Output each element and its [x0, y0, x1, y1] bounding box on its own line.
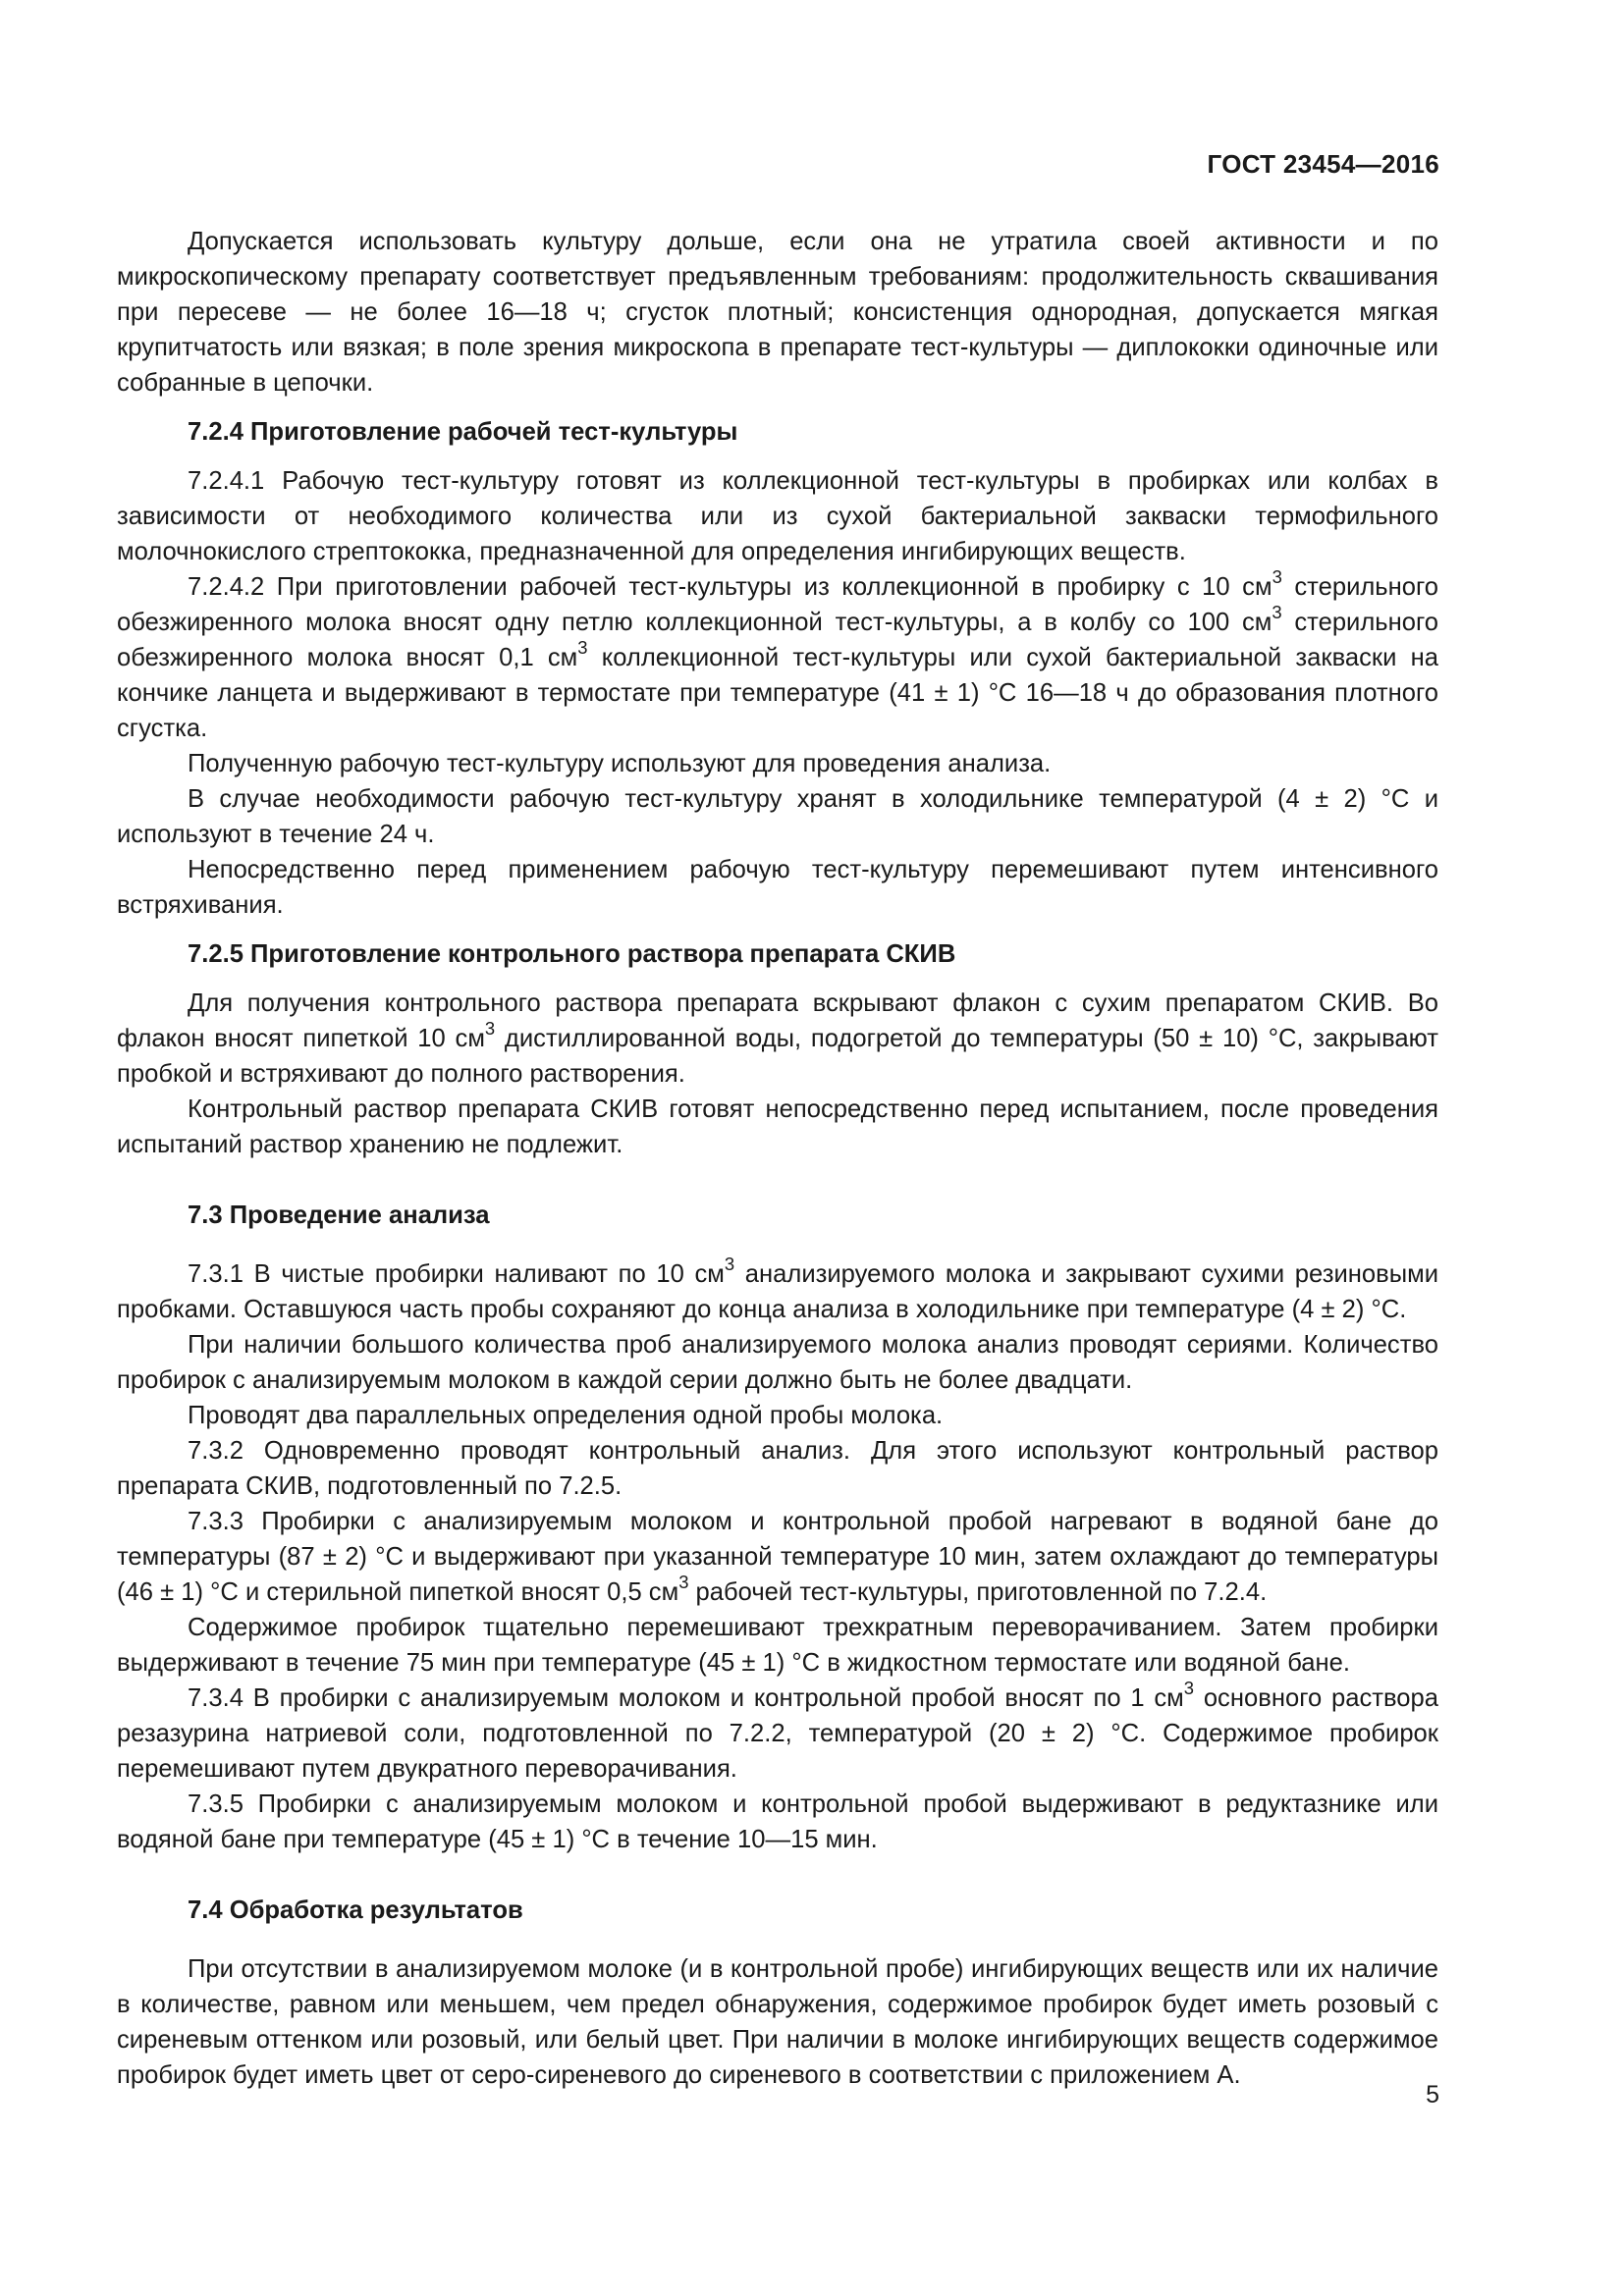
paragraph-7-3-1 [117, 1253, 1438, 1327]
superscript: 3 [484, 1017, 496, 1039]
paragraph-parallel: Проводят два параллельных определения одной пробы молока. [188, 1402, 944, 1429]
text-run: рабочей тест-культуры, приготовленной по 7.2.4. [688, 1578, 1268, 1606]
text-run: дистиллированной воды, подогретой до температуры (50 ± 10) °С, закрывают пробкой и встряхивают до полного растворения. [117, 1025, 1438, 1088]
heading-7-2-4: 7.2.4 Приготовление рабочей тест-культуры [188, 418, 738, 446]
text-run: стерильного обезжиренного молока вносят одну петлю коллекционной тест-культуры, а в колбу со 100 см [117, 573, 1439, 636]
paragraph-7-4: При отсутствии в анализируемом молоке (и в контрольной пробе) ингибирующих веществ или их наличие в количестве, равном или меньшем, чем предел обнаружения, содержимое пробирок будет иметь розовый с сиреневым оттенком или розовый, или белый цвет. При наличии в молоке ингибирующих веществ содержимое пробирок будет иметь цвет от серо-сиреневого до сиреневого в соответствии с приложением А. [117, 1955, 1438, 2089]
paragraph-7-2-4-2 [117, 565, 1439, 746]
heading-7-2-5: 7.2.5 Приготовление контрольного раствора препарата СКИВ [188, 940, 956, 968]
text-run: 7.3.4 В пробирки с анализируемым молоком и контрольной пробой вносят по 1 см [188, 1684, 1184, 1712]
paragraph-7-3-4 [117, 1677, 1438, 1787]
text-run: 7.3.1 В чистые пробирки наливают по 10 см [188, 1260, 725, 1288]
superscript: 3 [724, 1253, 735, 1274]
superscript: 3 [678, 1571, 689, 1592]
paragraph-7-2-5 [117, 986, 1438, 1092]
heading-7-3: 7.3 Проведение анализа [188, 1201, 490, 1229]
text-run: основного раствора резазурина натриевой соли, подготовленной по 7.2.2, температурой (20 ± 2) °С. Содержимое пробирок перемешивают путем двукратного переворачивания. [117, 1684, 1438, 1783]
paragraph-received: Полученную рабочую тест-культуру используют для проведения анализа. [188, 750, 1052, 777]
document-body [117, 224, 1438, 2093]
text-run: коллекционной тест-культуры или сухой бактериальной закваски на кончике ланцета и выдерживают в термостате при температуре (41 ± 1) °С 16—18 ч до образования плотного сгустка. [117, 644, 1439, 742]
paragraph-7-2-4-1: 7.2.4.1 Рабочую тест-культуру готовят из коллекционной тест-культуры в пробирках или колбах в зависимости от необходимого количества или из сухой бактериальной закваски термофильного молочнокислого стрептококка, предназначенной для определения ингибирующих веществ. [117, 467, 1438, 565]
paragraph-7-3-3 [117, 1504, 1438, 1610]
paragraph-storage: В случае необходимости рабочую тест-культуру хранят в холодильнике температурой (4 ± 2) °С и используют в течение 24 ч. [117, 785, 1438, 848]
text-run: Для получения контрольного раствора препарата вскрывают флакон с сухим препаратом СКИВ. Во флакон вносят пипеткой 10 см [117, 989, 1438, 1052]
text-run: 7.3.3 Пробирки с анализируемым молоком и контрольной пробой нагревают в водяной бане до температуры (87 ± 2) °С и выдерживают при указанной температуре 10 мин, затем охлаждают до температуры (46 ± 1) °С и стерильной пипеткой вносят 0,5 см [117, 1508, 1438, 1606]
paragraph-control-solution: Контрольный раствор препарата СКИВ готовят непосредственно перед испытанием, после проведения испытаний раствор хранению не подлежит. [117, 1095, 1438, 1158]
text-run: стерильного обезжиренного молока вносят 0,1 см [117, 609, 1438, 671]
superscript: 3 [1183, 1677, 1195, 1698]
text-run: 7.2.4.2 При приготовлении рабочей тест-культуры из коллекционной в пробирку с 10 см [188, 573, 1272, 601]
paragraph-7-3-5: 7.3.5 Пробирки с анализируемым молоком и контрольной пробой выдерживают в редуктазнике или водяной бане при температуре (45 ± 1) °С в течение 10—15 мин. [117, 1790, 1438, 1853]
paragraph-7-3-2: 7.3.2 Одновременно проводят контрольный анализ. Для этого используют контрольный раствор препарата СКИВ, подготовленный по 7.2.5. [117, 1437, 1438, 1500]
paragraph-series: При наличии большого количества проб анализируемого молока анализ проводят сериями. Количество пробирок с анализируемым молоком в каждой серии должно быть не более двадцати. [117, 1331, 1438, 1394]
paragraph-mixing: Непосредственно перед применением рабочую тест-культуру перемешивают путем интенсивного встряхивания. [117, 856, 1438, 919]
heading-7-4: 7.4 Обработка результатов [188, 1896, 523, 1924]
superscript: 3 [1272, 601, 1282, 622]
superscript: 3 [577, 636, 588, 658]
paragraph-contents: Содержимое пробирок тщательно перемешивают трехкратным переворачиванием. Затем пробирки выдерживают в течение 75 мин при температуре (45 ± 1) °С в жидкостном термостате или водяной бане. [117, 1614, 1438, 1677]
superscript: 3 [1272, 565, 1282, 587]
paragraph-intro: Допускается использовать культуру дольше, если она не утратила своей активности и по микроскопическому препарату соответствует предъявленным требованиям: продолжительность сквашивания при пересеве — не более 16—18 ч; сгусток плотный; консистенция однородная, допускается мягкая крупитчатость или вязкая; в поле зрения микроскопа в препарате тест-культуры — диплококки одиночные или собранные в цепочки. [117, 228, 1438, 397]
text-run: анализируемого молока и закрывают сухими резиновыми пробками. Оставшуюся часть пробы сохраняют до конца анализа в холодильнике при температуре (4 ± 2) °С. [117, 1260, 1438, 1323]
page-number: 5 [1426, 2081, 1439, 2109]
document-code: ГОСТ 23454—2016 [1207, 149, 1439, 179]
